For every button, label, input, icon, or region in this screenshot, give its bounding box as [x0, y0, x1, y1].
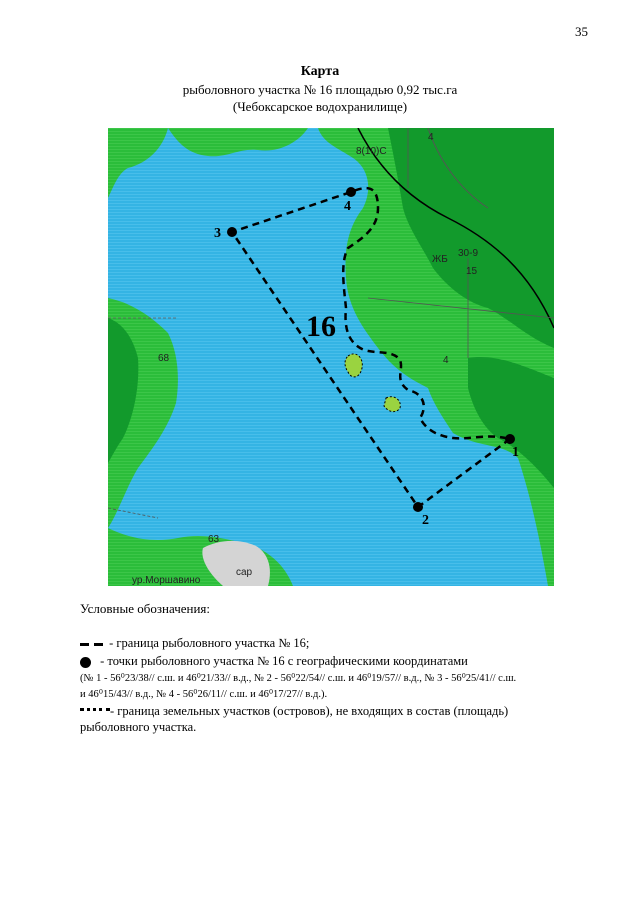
point-1-label: 1: [512, 445, 519, 460]
map-label: 68: [158, 353, 170, 364]
subtitle-line-2: (Чебоксарское водохранилище): [232, 99, 408, 114]
subtitle-line-1: рыболовного участка № 16 площадью 0,92 тыс.га: [182, 82, 458, 97]
legend-points-text: точки рыболовного участка № 16 с географическими координатами: [107, 654, 468, 668]
legend-coords-2: и 46⁰15/43// в.д., № 4 - 56⁰26/11// с.ш. и 46⁰17/27// в.д.).: [80, 689, 328, 700]
area-label: 16: [306, 310, 336, 343]
point-2-label: 2: [422, 513, 429, 528]
map-label: ур.Моршавино: [132, 575, 201, 586]
point-3-label: 3: [214, 226, 221, 241]
legend-islands-2: рыболовного участка.: [80, 720, 197, 734]
fishing-area-map: [108, 128, 554, 586]
legend-islands-text: - граница земельных участков (островов), не входящих в состав (площадь): [110, 704, 509, 718]
legend-coords-1: (№ 1 - 56⁰23/38// с.ш. и 46⁰21/33// в.д., № 2 - 56⁰22/54// с.ш. и 46⁰19/57// в.д., № 3 - 56⁰25/41// с.ш.: [80, 673, 517, 684]
map-label: 4: [443, 355, 449, 366]
map-label: 15: [466, 266, 478, 277]
island-2: [384, 397, 400, 412]
page-title: Карта: [300, 64, 340, 79]
map-label: 63: [208, 534, 220, 545]
dot-icon: [80, 657, 91, 668]
legend-boundary-text: граница рыболовного участка № 16;: [116, 636, 310, 650]
point-4-marker: [346, 187, 356, 197]
map-label: 4: [428, 132, 434, 143]
dotted-line-icon: [80, 708, 110, 711]
point-1-marker: [505, 434, 515, 444]
legend-points: - точки рыболовного участка № 16 с географическими координатами: [80, 654, 468, 668]
dashed-line-icon: [80, 640, 106, 648]
point-3-marker: [227, 227, 237, 237]
point-4-label: 4: [344, 199, 351, 214]
map-label: 30-9: [458, 248, 479, 259]
map-label: сар: [236, 567, 253, 578]
point-2-marker: [413, 502, 423, 512]
map-label: 8(10)С: [356, 146, 387, 157]
legend-islands: [80, 704, 508, 718]
legend-boundary: - граница рыболовного участка № 16;: [80, 636, 309, 650]
page-number: 35: [575, 24, 588, 39]
legend-title: Условные обозначения:: [80, 601, 211, 616]
map-label: ЖБ: [432, 254, 448, 265]
